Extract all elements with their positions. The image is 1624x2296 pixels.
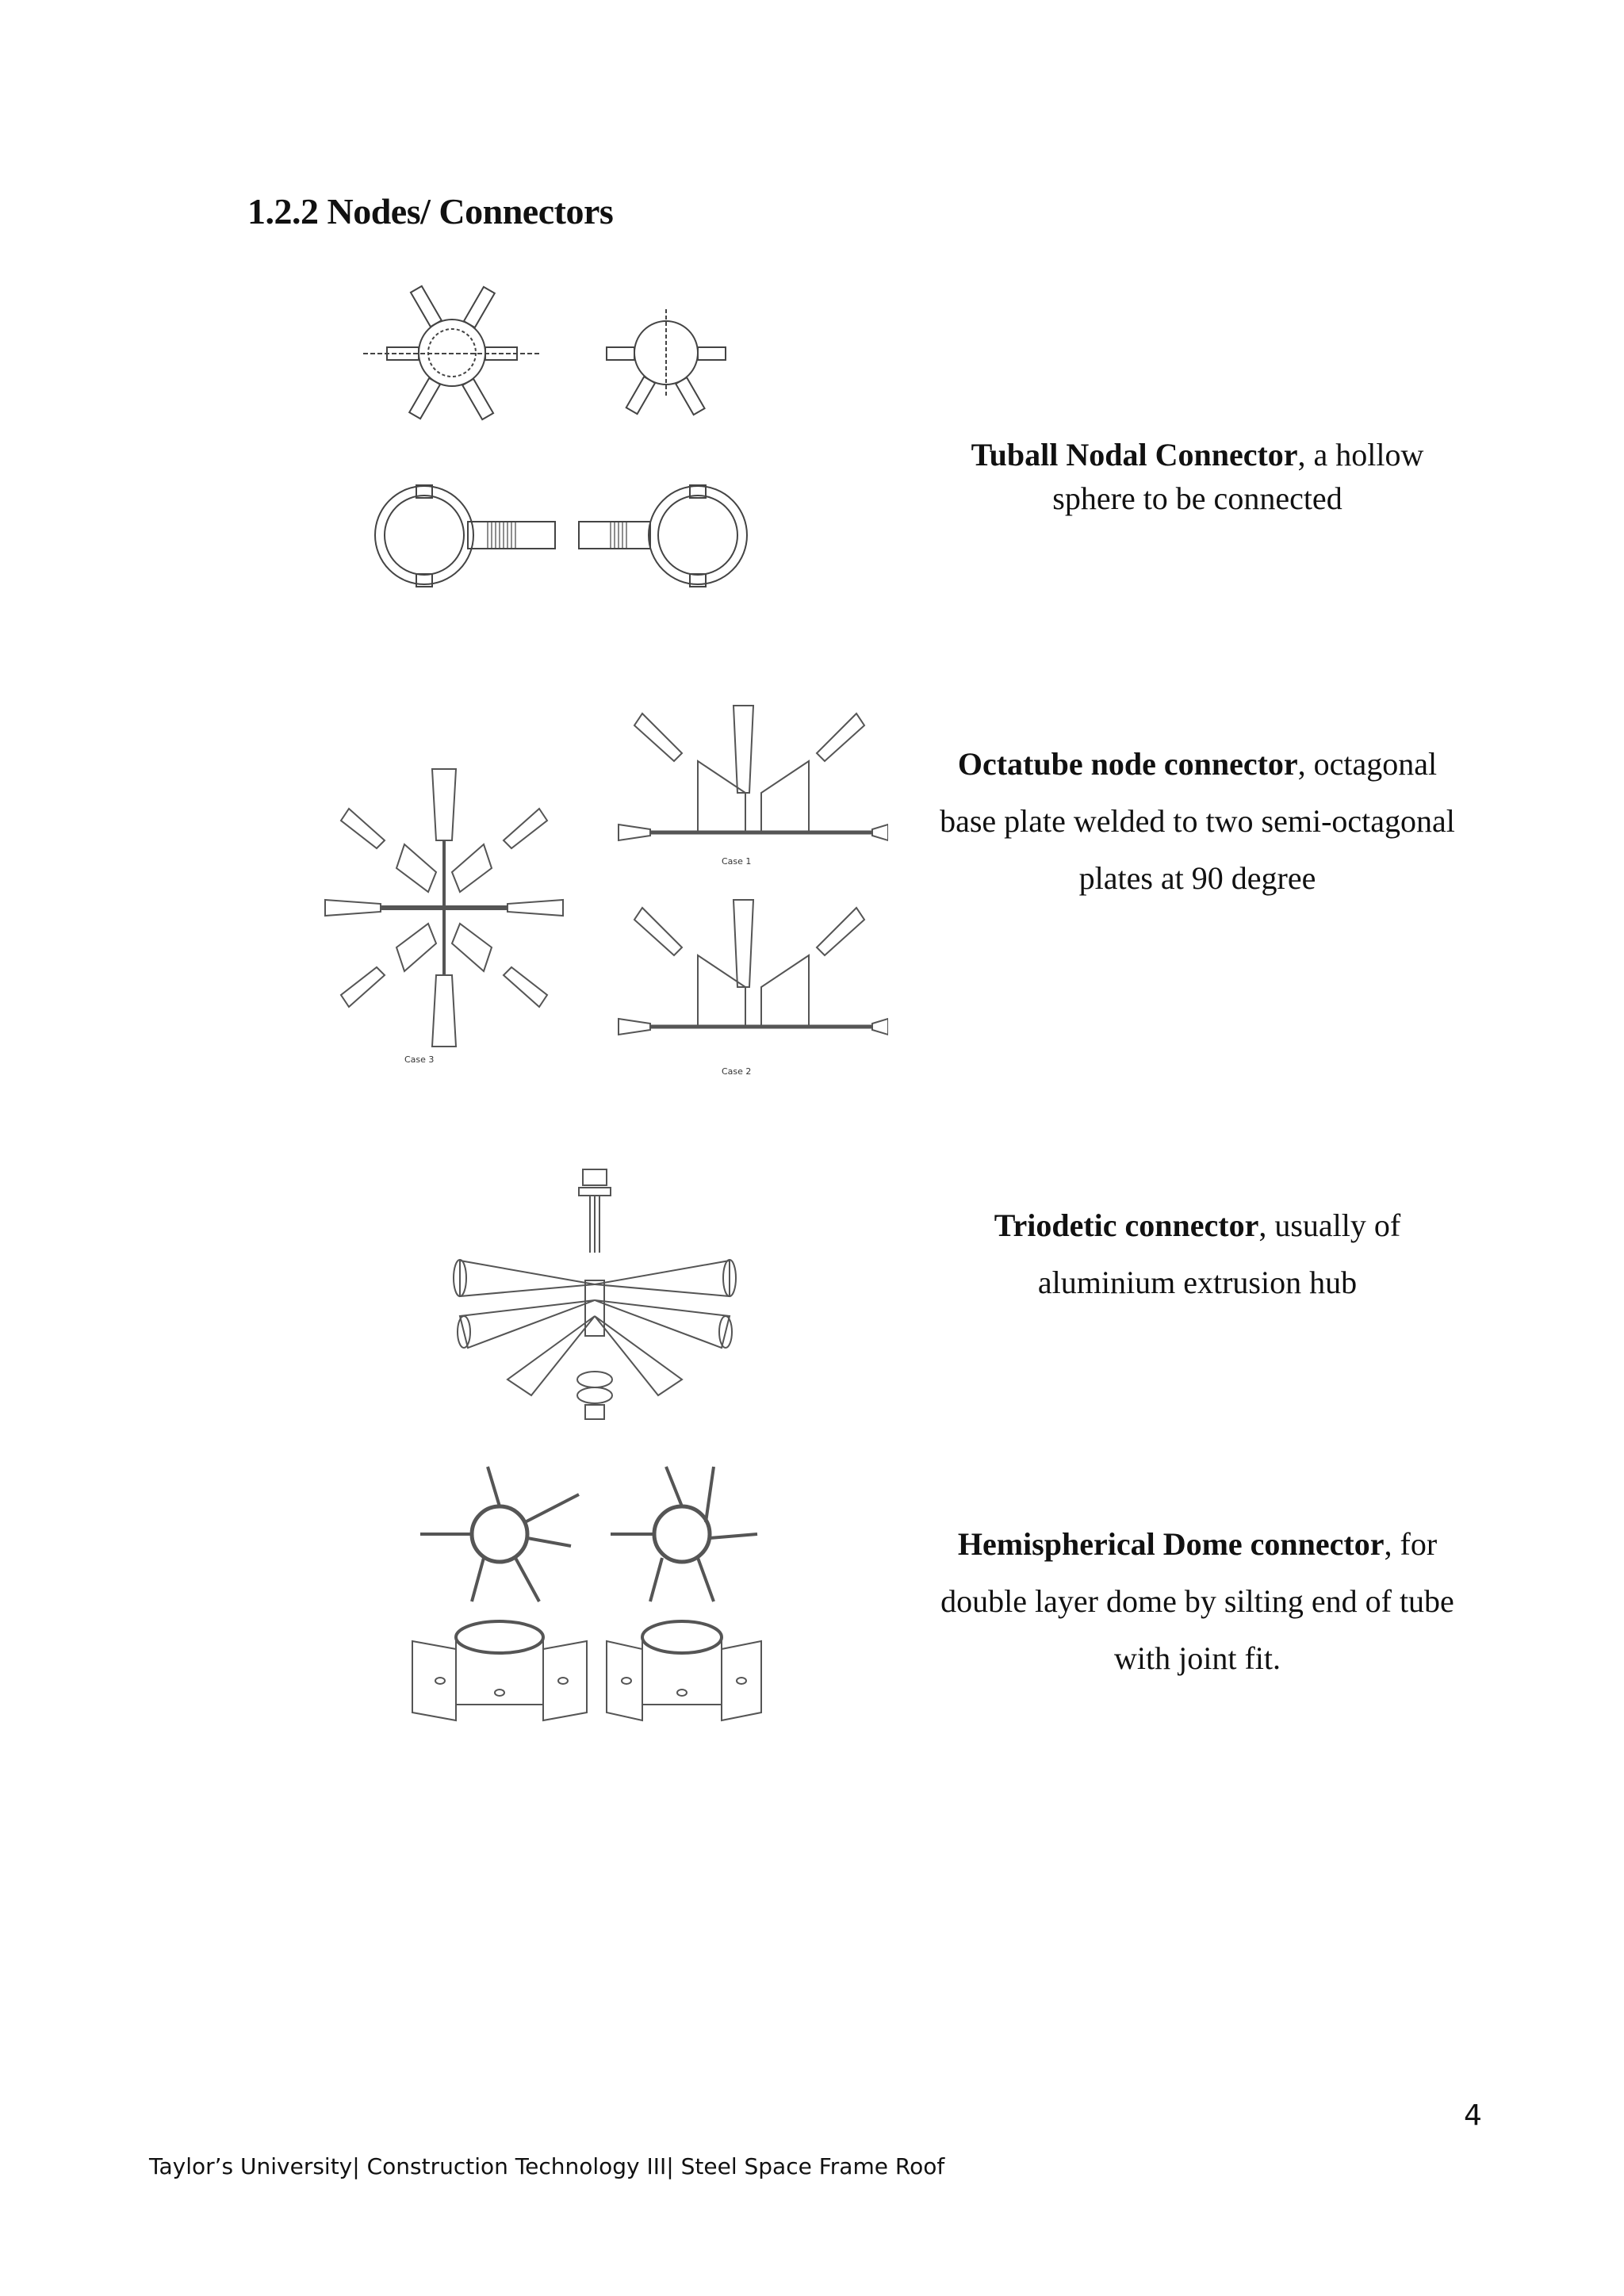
desc-line: sphere to be connected [1052, 480, 1342, 516]
section-heading: 1.2.2 Nodes/ Connectors [247, 191, 614, 232]
hemispherical-iso-left [412, 1621, 587, 1720]
hemispherical-plan-left [420, 1467, 579, 1601]
desc-line: plates at 90 degree [1078, 860, 1316, 896]
desc-line: for [1392, 1526, 1438, 1562]
separator: , [1384, 1526, 1392, 1562]
triodetic-hub [454, 1260, 736, 1395]
octatube-case1-view [619, 706, 888, 867]
connector-name: Tuball Nodal Connector [971, 437, 1298, 473]
hemispherical-connector-figure [396, 1459, 777, 1760]
octatube-case2-label: Case 2 [722, 1066, 752, 1077]
octatube-case1-label: Case 1 [722, 856, 752, 867]
tuball-plan-view [363, 286, 539, 419]
octatube-case3-view [325, 769, 563, 1065]
connector-name: Triodetic connector [994, 1207, 1259, 1243]
triodetic-caption [920, 1197, 1475, 1311]
desc-line: octagonal [1305, 746, 1438, 782]
desc-line: usually of [1266, 1207, 1401, 1243]
hemispherical-caption [920, 1516, 1475, 1687]
octatube-connector-figure [301, 682, 888, 1094]
octatube-caption [920, 736, 1475, 907]
connector-name: Hemispherical Dome connector [957, 1526, 1385, 1562]
page-footer: Taylor’s University| Construction Technology III| Steel Space Frame Roof [149, 2153, 945, 2179]
separator: , [1297, 746, 1306, 782]
octatube-case2-view [619, 900, 888, 1077]
page-number: 4 [1464, 2099, 1482, 2132]
tuball-caption [920, 433, 1475, 520]
desc-line: a hollow [1305, 437, 1424, 473]
connector-name: Octatube node connector [957, 746, 1298, 782]
desc-line: double layer dome by silting end of tube [940, 1583, 1454, 1619]
desc-line: base plate welded to two semi-octagonal [940, 803, 1455, 839]
octatube-case3-label: Case 3 [404, 1054, 435, 1065]
hemispherical-iso-right [607, 1621, 761, 1720]
triodetic-connector-figure [444, 1158, 761, 1427]
tuball-section-view [607, 309, 726, 415]
separator: , [1258, 1207, 1267, 1243]
hemispherical-plan-right [611, 1467, 757, 1601]
separator: , [1297, 437, 1306, 473]
tuball-detail-view [375, 485, 747, 587]
triodetic-washer [577, 1372, 612, 1419]
triodetic-bolt [579, 1169, 611, 1253]
tuball-connector-figure [349, 277, 761, 610]
desc-line: with joint fit. [1114, 1640, 1281, 1676]
desc-line: aluminium extrusion hub [1037, 1265, 1358, 1300]
